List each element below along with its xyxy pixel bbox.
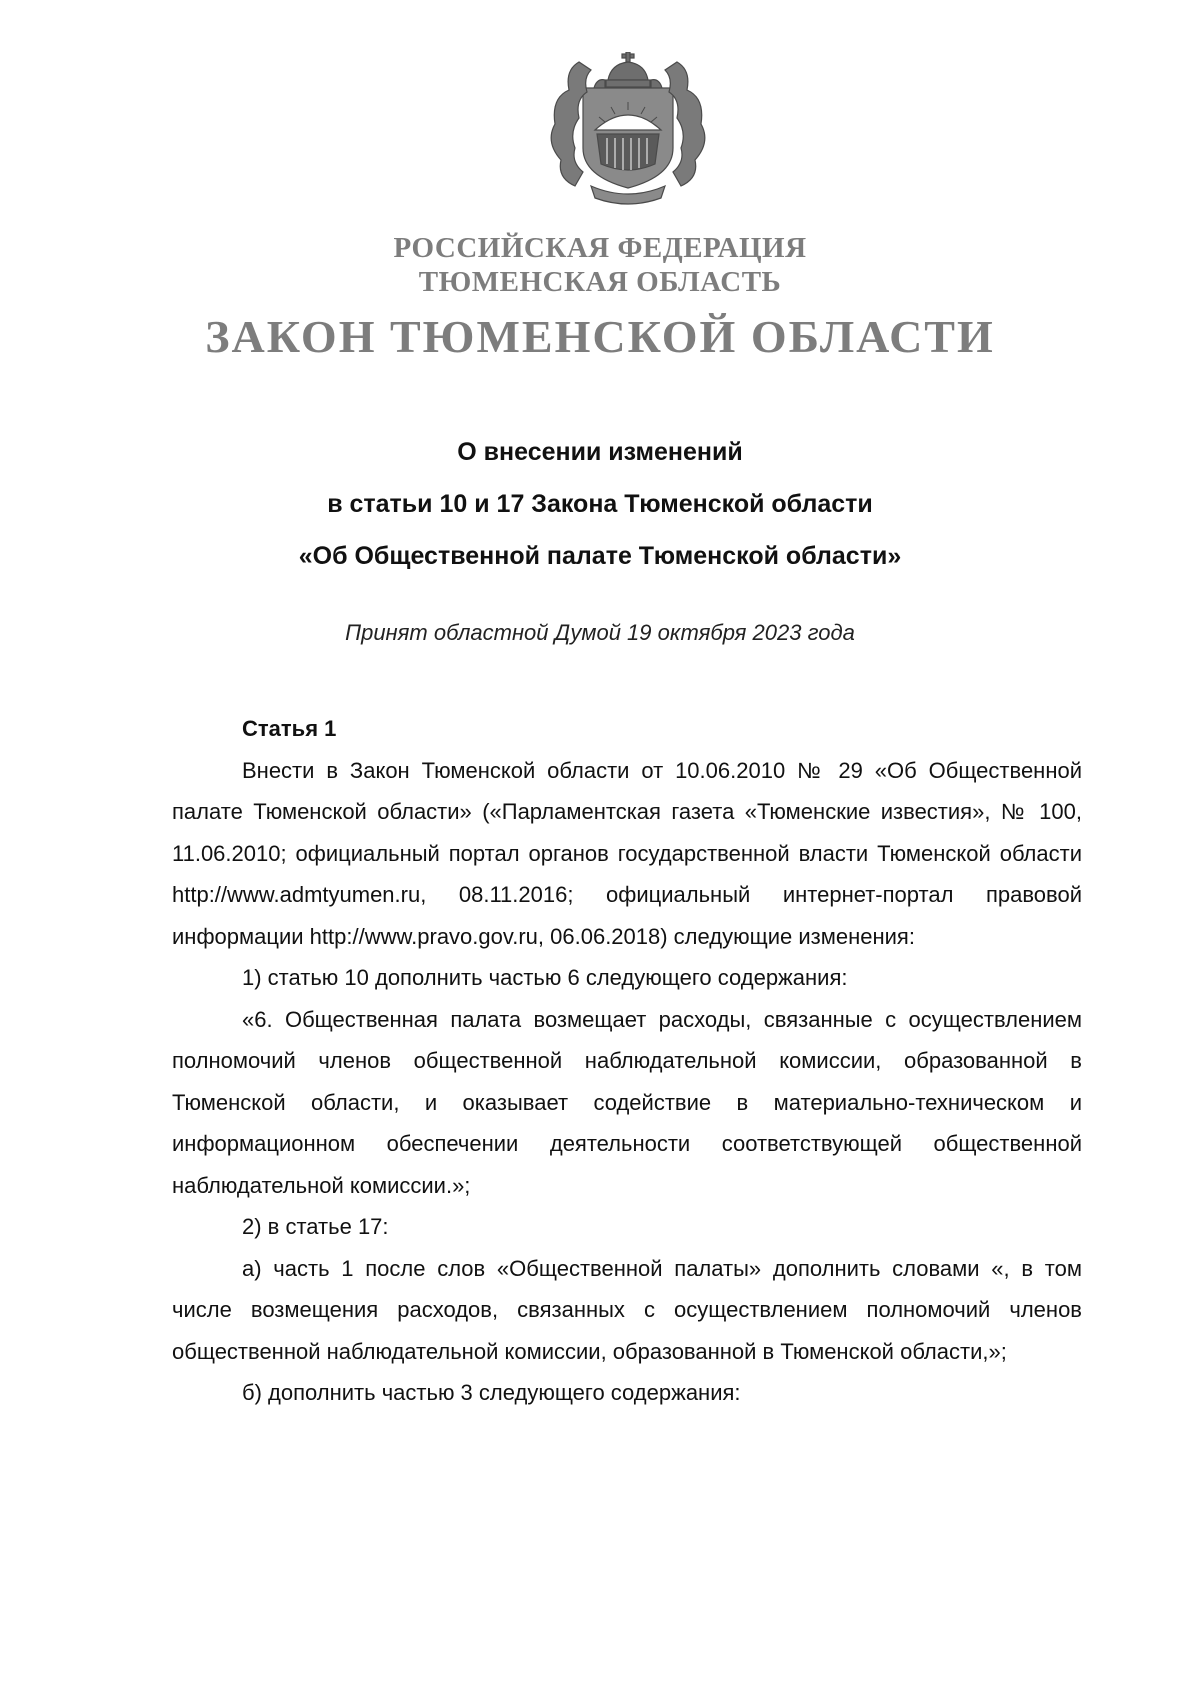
coat-of-arms-icon bbox=[535, 52, 721, 214]
region-heading: ТЮМЕНСКАЯ ОБЛАСТЬ bbox=[418, 266, 782, 298]
document-title-line-2: в статьи 10 и 17 Закона Тюменской области bbox=[327, 490, 873, 518]
body-paragraph: 1) статью 10 дополнить частью 6 следующего содержания: bbox=[242, 965, 848, 990]
body-paragraph: «6. Общественная палата возмещает расходы, связанные с осуществлением полномочий членов общественной наблюдательной комиссии, образованной в Тюменской области, и оказывает содействие в материально-техническом и информационном обеспечении деятельности соответствующей общественной наблюдательной комиссии.»; bbox=[172, 1006, 1082, 1198]
document-title-line-1: О внесении изменений bbox=[457, 438, 743, 466]
document-body bbox=[172, 708, 1082, 1414]
document-title-line-3: «Об Общественной палате Тюменской области» bbox=[298, 542, 902, 570]
body-paragraph: а) часть 1 после слов «Общественной палаты» дополнить словами «, в том числе возмещения расходов, связанных с осуществлением полномочий членов общественной наблюдательной комиссии, образованной в Тюменской области,»; bbox=[172, 1255, 1082, 1364]
adoption-note: Принят областной Думой 19 октября 2023 года bbox=[345, 620, 855, 645]
country-heading: РОССИЙСКАЯ ФЕДЕРАЦИЯ bbox=[393, 232, 807, 264]
body-paragraph: б) дополнить частью 3 следующего содержания: bbox=[242, 1380, 741, 1405]
body-paragraph: Внести в Закон Тюменской области от 10.06.2010 № 29 «Об Общественной палате Тюменской области» («Парламентская газета «Тюменские известия», № 100, 11.06.2010; официальный портал органов государственной власти Тюменской области http://www.admtyumen.ru, 08.11.2016; официальный интернет-портал правовой информации http://www.pravo.gov.ru, 06.06.2018) следующие изменения: bbox=[172, 757, 1082, 949]
body-paragraph: 2) в статье 17: bbox=[242, 1214, 389, 1239]
law-type-heading: ЗАКОН ТЮМЕНСКОЙ ОБЛАСТИ bbox=[205, 311, 995, 362]
article-heading: Статья 1 bbox=[242, 716, 337, 741]
